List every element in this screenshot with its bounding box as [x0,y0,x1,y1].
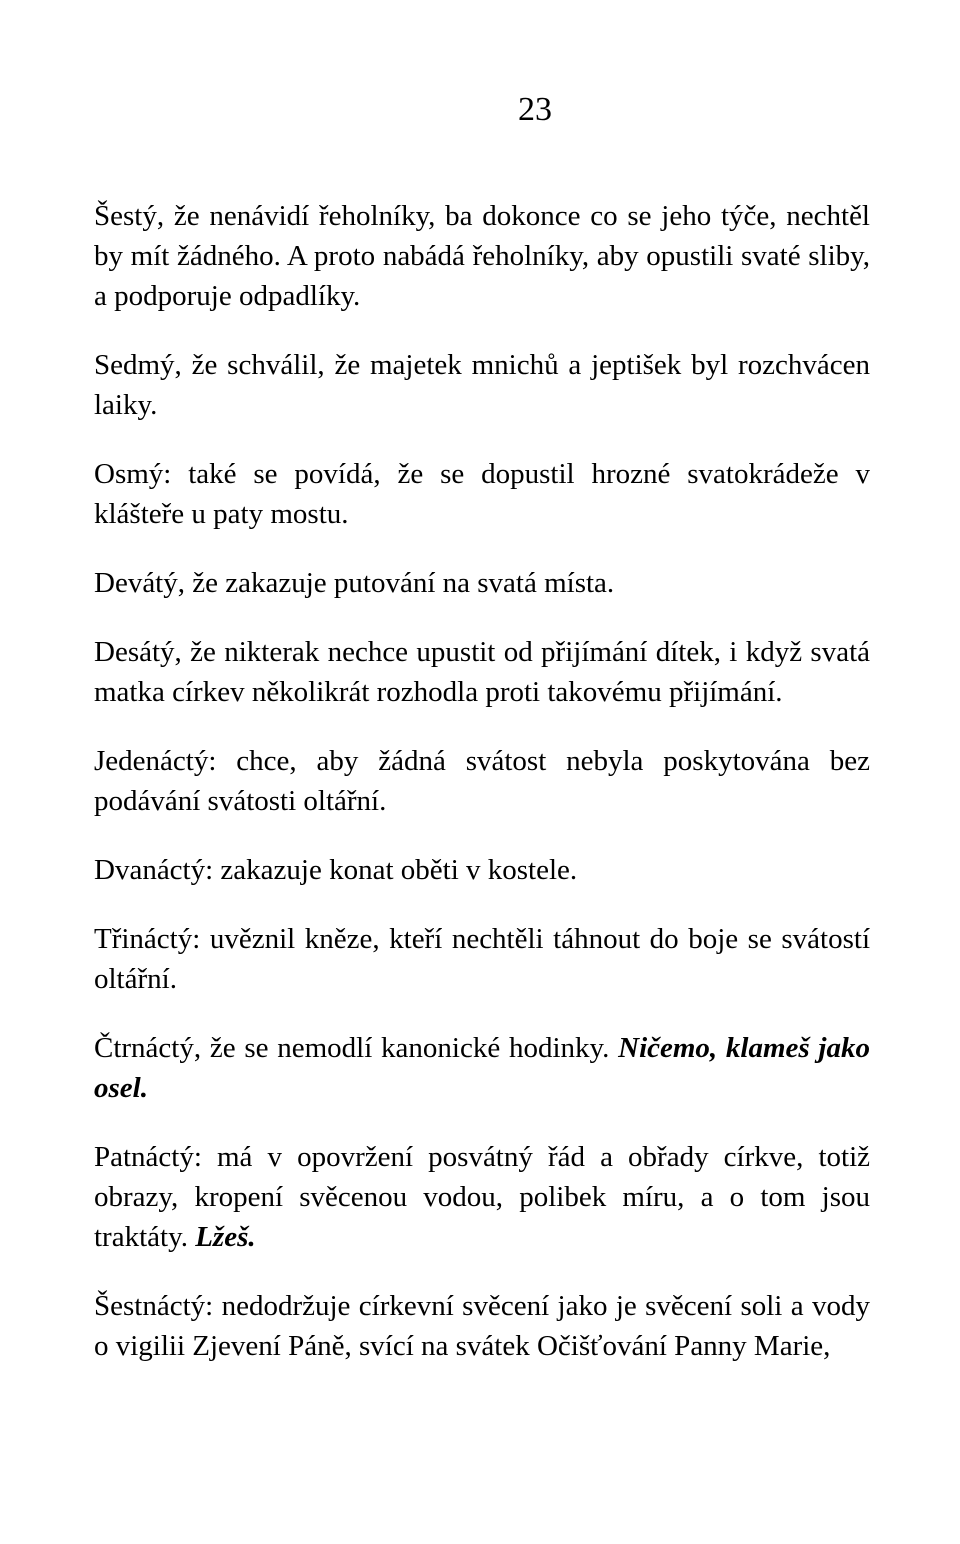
paragraph-text: Sedmý, že schválil, že majetek mnichů a jeptišek byl rozchvácen laiky. [94,349,870,421]
paragraph-10 [94,632,870,712]
paragraph-text: Dvanáctý: zakazuje konat oběti v kostele. [94,854,578,886]
paragraph-text: Osmý: také se povídá, že se dopustil hrozné svatokrádeže v klášteře u paty mostu. [94,458,870,530]
paragraph-text: Jedenáctý: chce, aby žádná svátost nebyla poskytována bez podávání svátosti oltářní. [94,745,870,817]
paragraph-11 [94,741,870,821]
page-number: 23 [518,91,552,128]
paragraph-9 [94,563,870,603]
paragraph-12 [94,850,870,890]
paragraph-13 [94,919,870,999]
paragraph-text: Šestý, že nenávidí řeholníky, ba dokonce co se jeho týče, nechtěl by mít žádného. A proto nabádá řeholníky, aby opustili svaté sliby, a podporuje odpadlíky. [94,200,870,312]
paragraph-emphasis: Ničemo, klameš jako osel. [94,1032,870,1104]
paragraph-15 [94,1137,870,1257]
paragraph-text: Devátý, že zakazuje putování na svatá místa. [94,567,615,599]
paragraph-14 [94,1028,870,1108]
paragraph-16 [94,1286,870,1366]
paragraph-text: Patnáctý: má v opovržení posvátný řád a obřady církve, totiž obrazy, kropení svěcenou vodou, polibek míru, a o tom jsou traktáty. [94,1141,870,1253]
paragraph-text: Šestnáctý: nedodržuje církevní svěcení jako je svěcení soli a vody o vigilii Zjevení Páně, svící na svátek Očišťování Panny Marie, [94,1290,870,1362]
paragraph-6 [94,196,870,316]
paragraph-text: Čtrnáctý, že se nemodlí kanonické hodinky. [94,1032,619,1064]
paragraph-8 [94,454,870,534]
body-text [94,196,870,1395]
paragraph-7 [94,345,870,425]
paragraph-text: Třináctý: uvěznil kněze, kteří nechtěli táhnout do boje se svátostí oltářní. [94,923,870,995]
paragraph-text: Desátý, že nikterak nechce upustit od přijímání dítek, i když svatá matka církev několikrát rozhodla proti takovému přijímání. [94,636,870,708]
paragraph-emphasis: Lžeš. [195,1221,256,1253]
